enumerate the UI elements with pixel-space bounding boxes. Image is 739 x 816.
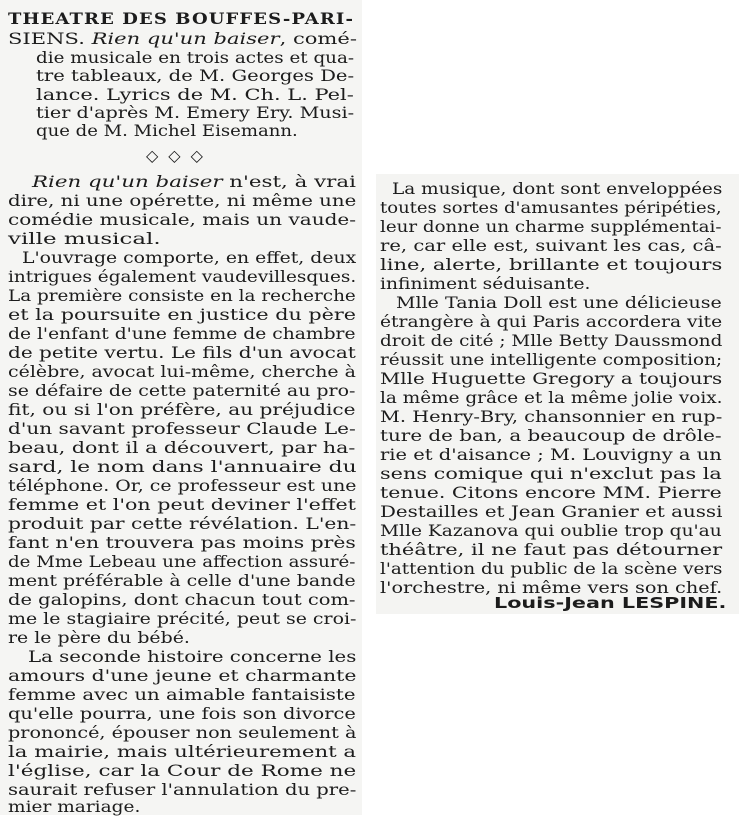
- text-line: sens comique qui n'exclut pas la: [380, 464, 722, 483]
- text-line: la mairie, mais ultérieurement a: [8, 742, 357, 761]
- text-line: de Mme Lebeau une affection assuré-: [8, 552, 356, 571]
- work-title: Rien qu'un baiser: [91, 29, 280, 48]
- text-line: sard, le nom dans l'annuaire du: [8, 457, 357, 476]
- text-line: mier mariage.: [8, 797, 141, 816]
- header-line: die musicale en trois actes et qua-: [36, 48, 355, 67]
- text-line: beau, dont il a découvert, par ha-: [8, 438, 356, 457]
- text-line: saurait refuser l'annulation du pre-: [8, 780, 357, 799]
- header-line: lance. Lyrics de M. Ch. L. Pel-: [36, 85, 354, 104]
- text-line: de petite vertu. Le fils d'un avocat: [8, 343, 356, 362]
- text-line: téléphone. Or, ce professeur est une: [8, 476, 357, 495]
- text-line: ment préférable à celle d'une bande: [8, 571, 356, 590]
- text-line: l'église, car la Cour de Rome ne: [8, 761, 357, 780]
- text-line: La première consiste en la recherche: [8, 286, 356, 305]
- header-line: tre tableaux, de M. Georges De-: [36, 66, 355, 85]
- text-line: line, alerte, brillante et toujours: [380, 255, 723, 274]
- text-line: amours d'une jeune et charmante: [8, 666, 357, 685]
- text-line: d'un savant professeur Claude Le-: [8, 419, 356, 438]
- text-line: fant n'en trouvera pas moins près: [8, 533, 356, 552]
- text-line: re le père du bébé.: [8, 628, 190, 647]
- text-line: L'ouvrage comporte, en effet, deux: [22, 248, 357, 267]
- text-line: qu'elle pourra, une fois son divorce: [8, 704, 356, 723]
- work-title: Rien qu'un baiser: [32, 172, 223, 191]
- text-line: comédie musicale, mais un vaude-: [8, 210, 357, 229]
- text-line: étrangère à qui Paris accordera vite: [380, 312, 723, 331]
- text-line: se défaire de cette paternité au pro-: [8, 381, 356, 400]
- text-line: de l'enfant d'une femme de chambre: [8, 324, 356, 343]
- header-line: SIENS. Rien qu'un baiser, comé-: [8, 29, 357, 48]
- text-line: théâtre, il ne faut pas détourner: [380, 540, 723, 559]
- text-line: M. Henry-Bry, chansonnier en rup-: [380, 407, 723, 426]
- author-signature: Louis-Jean LESPINE.: [494, 594, 727, 612]
- text-line: intrigues également vaudevillesques.: [8, 267, 357, 286]
- text-line: femme et l'on peut deviner l'effet: [8, 495, 356, 514]
- section-ornament: ◇◇◇: [146, 146, 213, 165]
- text-line: et la poursuite en justice du père: [8, 305, 357, 324]
- text-line: tenue. Citons encore MM. Pierre: [380, 483, 722, 502]
- header-line: THEATRE DES BOUFFES-PARI-: [8, 9, 355, 28]
- text-line: La seconde histoire concerne les: [28, 647, 357, 666]
- text-line: fit, ou si l'on préfère, au préjudice: [8, 400, 356, 419]
- text-line: Rien qu'un baiser n'est, à vrai: [32, 172, 356, 191]
- text-line: infiniment séduisante.: [380, 274, 591, 293]
- text-line: réussit une intelligente composition;: [380, 350, 723, 369]
- text-line: dire, ni une opérette, ni même une: [8, 191, 357, 210]
- text-line: ville musical.: [8, 229, 161, 248]
- text-line: de galopins, dont chacun tout com-: [8, 590, 356, 609]
- text-line: célèbre, avocat lui-même, cherche à: [8, 362, 356, 381]
- text-line: la même grâce et la même jolie voix.: [380, 388, 723, 407]
- text-line: femme avec un aimable fantaisiste: [8, 685, 356, 704]
- text-line: l'orchestre, ni même vers son chef.: [380, 578, 723, 597]
- text-line: prononcé, épouser non seulement à: [8, 723, 357, 742]
- text-line: l'attention du public de la scène vers: [380, 559, 723, 578]
- text-line: leur donne un charme supplémentai-: [380, 217, 722, 236]
- text-line: rie et d'aisance ; M. Louvigny a un: [380, 445, 722, 464]
- text-line: produit par cette révélation. L'en-: [8, 514, 357, 533]
- text-line: ture de ban, a beaucoup de drôle-: [380, 426, 722, 445]
- text-line: La musique, dont sont enveloppées: [392, 179, 723, 198]
- text-line: Mlle Tania Doll est une délicieuse: [396, 293, 722, 312]
- text-line: droit de cité ; Mlle Betty Daussmond: [380, 331, 723, 350]
- text-line: toutes sortes d'amusantes péripéties,: [380, 198, 722, 217]
- text-line: me le stagiaire précité, peut se croi-: [8, 609, 357, 628]
- text-line: Mlle Huguette Gregory a toujours: [380, 369, 723, 388]
- text-line: Destailles et Jean Granier et aussi: [380, 502, 723, 521]
- text-line: Mlle Kazanova qui oublie trop qu'au: [380, 521, 722, 540]
- header-line: tier d'après M. Emery Ery. Musi-: [36, 103, 355, 122]
- text-line: re, car elle est, suivant les cas, câ-: [380, 236, 722, 255]
- header-line: que de M. Michel Eisemann.: [36, 121, 298, 140]
